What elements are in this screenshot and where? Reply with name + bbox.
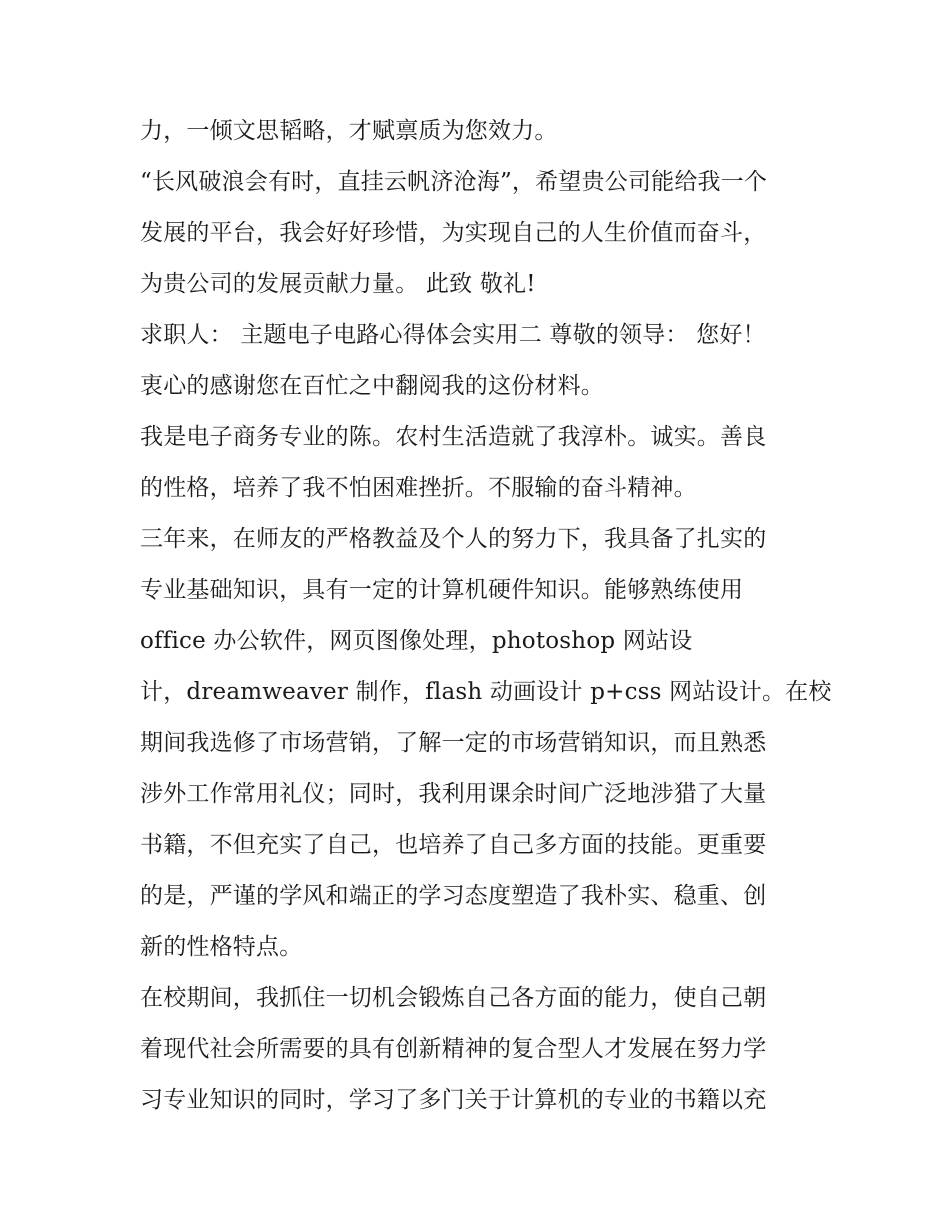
text-line-11: office 办公软件，网页图像处理，photoshop 网站设: [140, 628, 693, 654]
text-line-2: “长风破浪会有时，直挂云帆济沧海”，希望贵公司能给我一个: [140, 169, 768, 195]
text-line-12: 计，dreamweaver 制作，flash 动画设计 p+css 网站设计。在校: [140, 679, 832, 705]
text-line-1: 力，一倾文思韬略，才赋禀质为您效力。: [140, 118, 558, 144]
text-line-8: 的性格，培养了我不怕困难挫折。不服输的奋斗精神。: [140, 475, 697, 501]
body-text: [140, 106, 832, 1126]
text-line-19: 着现代社会所需要的具有创新精神的复合型人才发展在努力学: [140, 1036, 767, 1062]
text-line-17: 新的性格特点。: [140, 934, 303, 960]
text-line-7: 我是电子商务专业的陈。农村生活造就了我淳朴。诚实。善良: [140, 424, 767, 450]
text-line-5: 求职人： 主题电子电路心得体会实用二 尊敬的领导： 您好！: [140, 322, 766, 348]
text-line-9: 三年来，在师友的严格教益及个人的努力下，我具备了扎实的: [140, 526, 767, 552]
text-line-13: 期间我选修了市场营销，了解一定的市场营销知识，而且熟悉: [140, 730, 767, 756]
text-line-15: 书籍，不但充实了自己，也培养了自己多方面的技能。更重要: [140, 832, 767, 858]
text-line-18: 在校期间，我抓住一切机会锻炼自己各方面的能力，使自己朝: [140, 985, 767, 1011]
text-line-14: 涉外工作常用礼仪；同时，我利用课余时间广泛地涉猎了大量: [140, 781, 767, 807]
text-line-4: 为贵公司的发展贡献力量。 此致 敬礼!: [140, 271, 536, 297]
text-line-16: 的是，严谨的学风和端正的学习态度塑造了我朴实、稳重、创: [140, 883, 767, 909]
text-line-3: 发展的平台，我会好好珍惜，为实现自己的人生价值而奋斗，: [140, 220, 767, 246]
text-line-10: 专业基础知识，具有一定的计算机硬件知识。能够熟练使用: [140, 577, 744, 603]
text-line-20: 习专业知识的同时，学习了多门关于计算机的专业的书籍以充: [140, 1087, 767, 1113]
text-line-6: 衷心的感谢您在百忙之中翻阅我的这份材料。: [140, 373, 604, 399]
